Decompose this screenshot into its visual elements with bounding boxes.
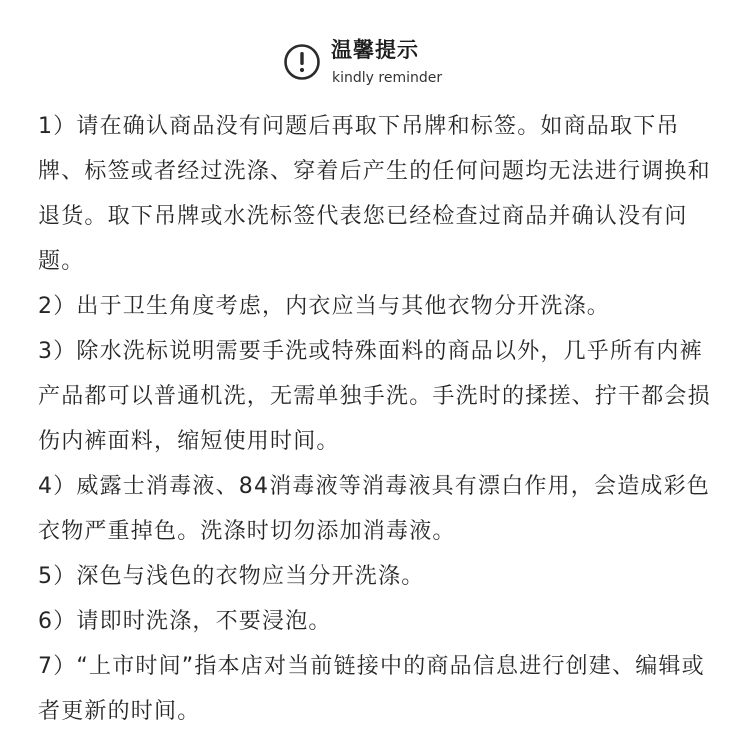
reminder-header	[0, 0, 750, 100]
reminder-title: 温馨提示	[331, 38, 419, 62]
exclamation-circle-icon	[283, 43, 321, 81]
reminder-note-2: 2）出于卫生角度考虑，内衣应当与其他衣物分开洗涤。	[38, 294, 610, 319]
reminder-notes-list	[38, 104, 718, 734]
reminder-note-1: 1）请在确认商品没有问题后再取下吊牌和标签。如商品取下吊牌、标签或者经过洗涤、穿着后产生的任何问题均无法进行调换和退货。取下吊牌或水洗标签代表您已经检查过商品并确认没有问题。	[38, 114, 711, 274]
reminder-note-4: 4）威露士消毒液、84消毒液等消毒液具有漂白作用，会造成彩色衣物严重掉色。洗涤时切勿添加消毒液。	[38, 474, 710, 544]
reminder-subtitle: kindly reminder	[332, 70, 443, 86]
reminder-note-5: 5）深色与浅色的衣物应当分开洗涤。	[38, 564, 425, 589]
reminder-note-3: 3）除水洗标说明需要手洗或特殊面料的商品以外，几乎所有内裤产品都可以普通机洗，无需单独手洗。手洗时的揉搓、拧干都会损伤内裤面料，缩短使用时间。	[38, 339, 711, 454]
reminder-note-6: 6）请即时洗涤，不要浸泡。	[38, 609, 332, 634]
reminder-note-7: 7）“上市时间”指本店对当前链接中的商品信息进行创建、编辑或者更新的时间。	[38, 654, 705, 724]
